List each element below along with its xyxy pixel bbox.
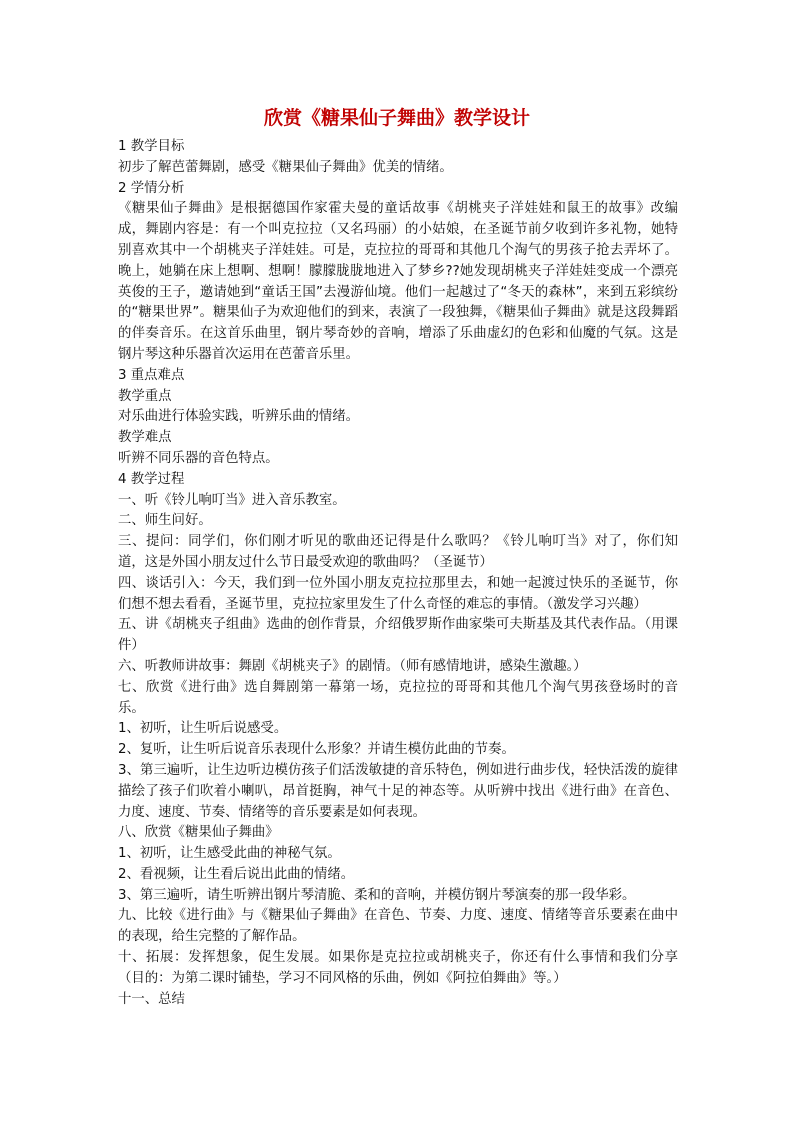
paragraph: 《糖果仙子舞曲》是根据德国作家霍夫曼的童话故事《胡桃夹子洋娃娃和鼠王的故事》改编成，舞剧内容是：有一个叫克拉拉（又名玛丽）的小姑娘，在圣诞节前夕收到许多礼物，她特别喜欢其中一个胡桃夹子洋娃娃。可是，克拉拉的哥哥和其他几个淘气的男孩子抢去弄坏了。晚上，她躺在床上想啊、想啊！朦朦胧胧地进入了梦乡??她发现胡桃夹子洋娃娃变成一个漂亮英俊的王子，邀请她到“童话王国”去漫游仙境。他们一起越过了“冬天的森林”，来到五彩缤纷的“糖果世界”。糖果仙子为欢迎他们的到来，表演了一段独舞，《糖果仙子舞曲》就是这段舞蹈的伴奏音乐。在这首乐曲里，钢片琴奇妙的音响，增添了乐曲虚幻的色彩和仙魔的气氛。这是钢片琴这种乐器首次运用在芭蕾音乐里。 <box>118 201 678 362</box>
section-heading-process: 4 教学过程 <box>118 471 185 487</box>
section-heading-key-points: 3 重点难点 <box>118 367 185 383</box>
list-item: 二、师生问好。 <box>118 513 212 529</box>
subheading: 教学难点 <box>118 430 172 446</box>
subheading: 教学重点 <box>118 388 172 404</box>
list-item: 九、比较《进行曲》与《糖果仙子舞曲》在音色、节奏、力度、速度、情绪等音乐要素在曲中的表现，给生完整的了解作品。 <box>118 908 678 945</box>
paragraph: 对乐曲进行体验实践，听辨乐曲的情绪。 <box>118 409 360 425</box>
list-item: 五、讲《胡桃夹子组曲》选曲的创作背景，介绍俄罗斯作曲家柴可夫斯基及其代表作品。（用课件） <box>118 617 678 654</box>
list-item: 2、复听，让生听后说音乐表现什么形象？并请生模仿此曲的节奏。 <box>118 742 515 758</box>
list-item: 八、欣赏《糖果仙子舞曲》 <box>118 825 279 841</box>
document-title: 欣赏《糖果仙子舞曲》教学设计 <box>263 107 530 129</box>
list-item: 一、听《铃儿响叮当》进入音乐教室。 <box>118 492 346 508</box>
list-item: 2、看视频，让生看后说出此曲的情绪。 <box>118 866 355 882</box>
list-item: 十一、总结 <box>118 991 185 1007</box>
list-item: 1、初听，让生听后说感受。 <box>118 721 288 737</box>
list-item: 三、提问：同学们，你们刚才听见的歌曲还记得是什么歌吗？《铃儿响叮当》对了，你们知道，这是外国小朋友过什么节日最受欢迎的歌曲吗？（圣诞节） <box>118 534 678 570</box>
document-body <box>118 137 678 1010</box>
section-heading-goals: 1 教学目标 <box>118 139 185 154</box>
list-item: 3、第三遍听，让生边听边模仿孩子们活泼敏捷的音乐特色，例如进行曲步伐，轻快活泼的旋律描绘了孩子们吹着小喇叭，昂首挺胸，神气十足的神态等。从听辨中找出《进行曲》在音色、力度、速度、节奏、情绪等的音乐要素是如何表现。 <box>118 762 678 820</box>
list-item: 七、欣赏《进行曲》选自舞剧第一幕第一场，克拉拉的哥哥和其他几个淘气男孩登场时的音乐。 <box>118 679 678 716</box>
list-item: 3、第三遍听，请生听辨出钢片琴清脆、柔和的音响，并模仿钢片琴演奏的那一段华彩。 <box>118 887 636 903</box>
paragraph: 听辨不同乐器的音色特点。 <box>118 450 279 466</box>
section-heading-analysis: 2 学情分析 <box>118 180 185 196</box>
list-item: 十、拓展：发挥想象，促生发展。如果你是克拉拉或胡桃夹子，你还有什么事情和我们分享（目的：为第二课时铺垫，学习不同风格的乐曲，例如《阿拉伯舞曲》等。） <box>118 950 678 986</box>
paragraph: 初步了解芭蕾舞剧，感受《糖果仙子舞曲》优美的情绪。 <box>118 159 453 175</box>
list-item: 1、初听，让生感受此曲的神秘气氛。 <box>118 846 341 862</box>
list-item: 四、谈话引入：今天，我们到一位外国小朋友克拉拉那里去，和她一起渡过快乐的圣诞节，你们想不想去看看，圣诞节里，克拉拉家里发生了什么奇怪的难忘的事情。（激发学习兴趣） <box>118 575 678 612</box>
list-item: 六、听教师讲故事：舞剧《胡桃夹子》的剧情。（师有感情地讲，感染生激趣。） <box>118 658 587 674</box>
